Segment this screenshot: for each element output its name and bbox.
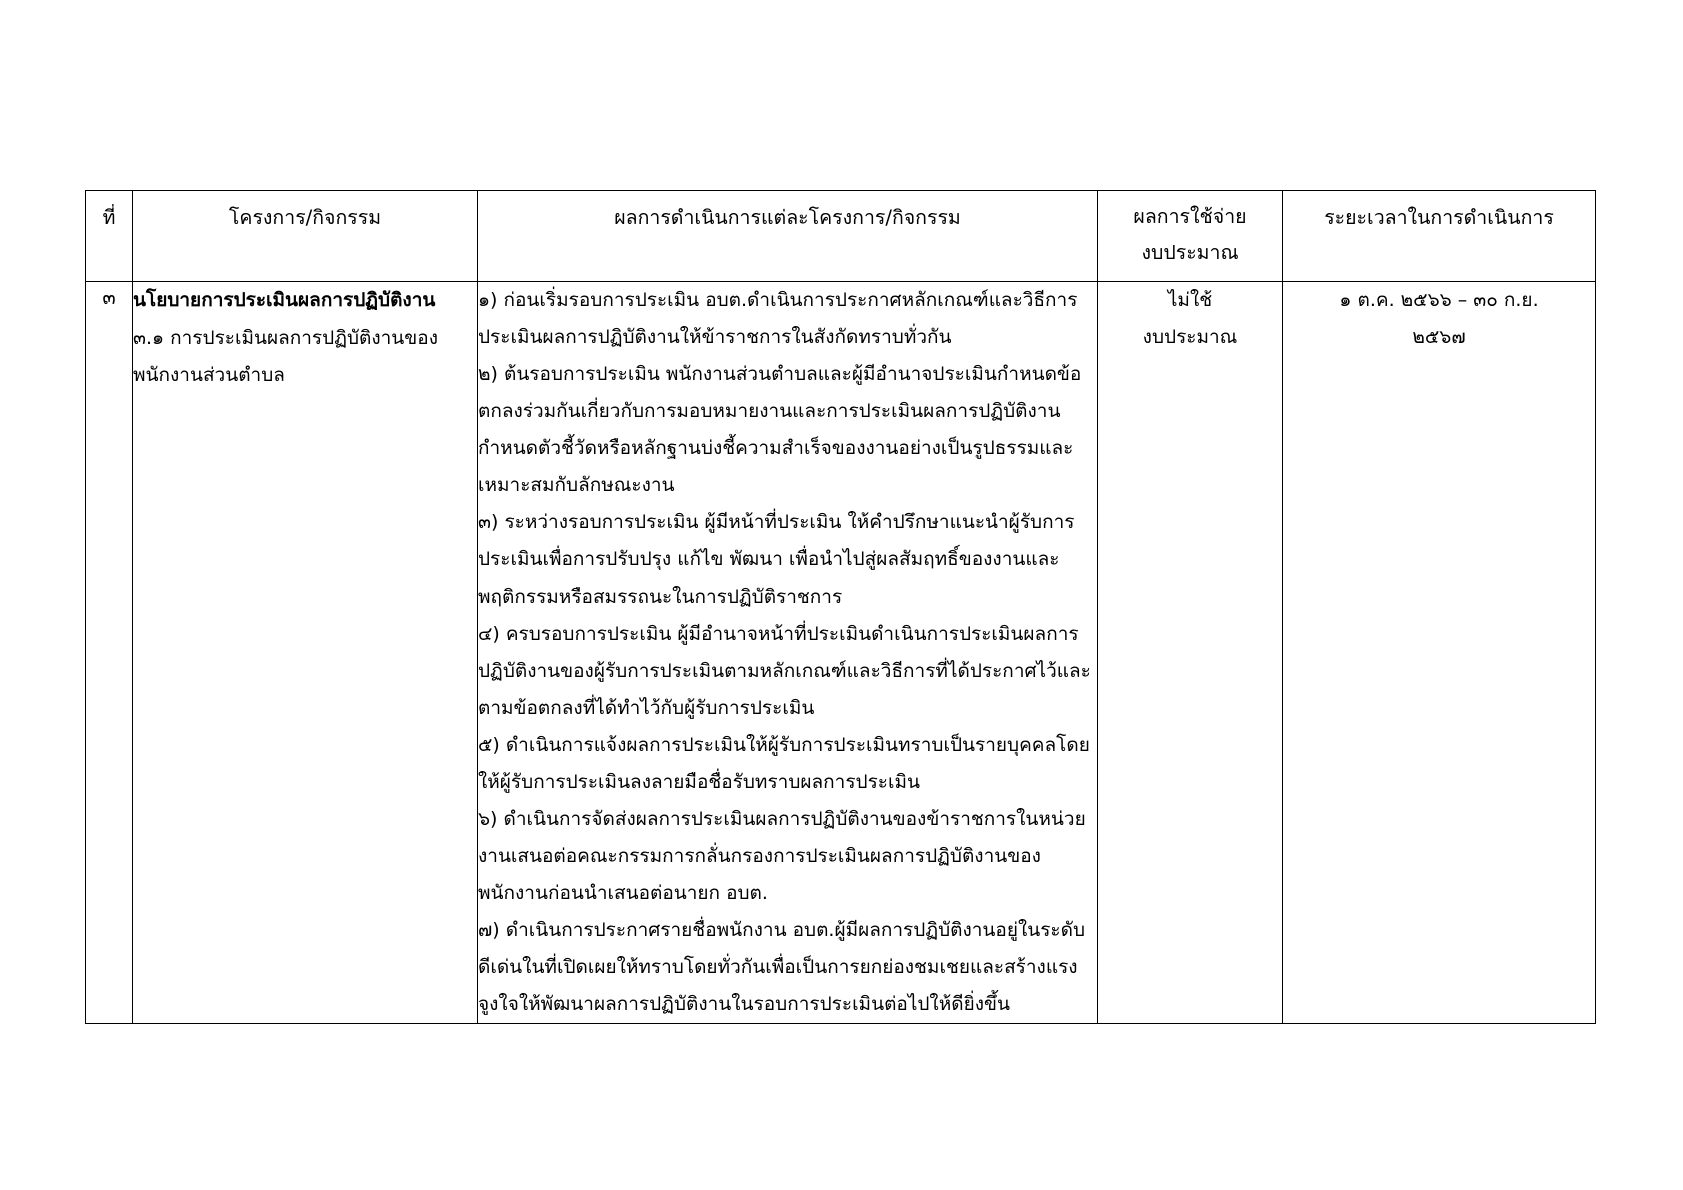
result-item: ๔) ครบรอบการประเมิน ผู้มีอำนาจหน้าที่ประเมินดำเนินการประเมินผลการปฏิบัติงานของผู้รับการประเมินตามหลักเกณฑ์และวิธีการที่ได้ประกาศไว้และตามข้อตกลงที่ได้ทำไว้กับผู้รับการประเมิน [478,622,1091,719]
budget-line2: งบประมาณ [1142,326,1238,349]
period-line2: ๒๕๖๗ [1412,326,1466,349]
row-period [1283,282,1596,1024]
result-item: ๗) ดำเนินการประกาศรายชื่อพนักงาน อบต.ผู้มีผลการปฏิบัติงานอยู่ในระดับดีเด่นในที่เปิดเผยให้ทราบโดยทั่วกันเพื่อเป็นการยกย่องชมเชยและสร้างแรงจูงใจให้พัฒนาผลการปฏิบัติงานในรอบการประเมินต่อไปให้ดียิ่งขึ้น [478,918,1086,1016]
project-subtitle: ๓.๑ การประเมินผลการปฏิบัติงานของพนักงานส่วนตำบล [133,327,438,387]
column-header-budget [1098,191,1283,282]
performance-evaluation-table [85,190,1596,1024]
row-number: ๓ [86,282,133,1024]
table-header-row [86,191,1596,282]
column-header-budget-line1: ผลการใช้จ่าย [1133,205,1247,228]
result-item: ๓) ระหว่างรอบการประเมิน ผู้มีหน้าที่ประเมิน ให้คำปรึกษาแนะนำผู้รับการประเมินเพื่อการปรับปรุง แก้ไข พัฒนา เพื่อนำไปสู่ผลสัมฤทธิ์ของงานและพฤติกรรมหรือสมรรถนะในการปฏิบัติราชการ [478,511,1075,608]
column-header-no: ที่ [86,191,133,282]
result-item: ๒) ต้นรอบการประเมิน พนักงานส่วนตำบลและผู้มีอำนาจประเมินกำหนดข้อตกลงร่วมกันเกี่ยวกับการมอบหมายงานและการประเมินผลการปฏิบัติงาน กำหนดตัวชี้วัดหรือหลักฐานบ่งชี้ความสำเร็จของงานอย่างเป็นรูปธรรมและเหมาะสมกับลักษณะงาน [478,363,1082,497]
column-header-project: โครงการ/กิจกรรม [133,191,478,282]
budget-line1: ไม่ใช้ [1167,289,1213,312]
result-item: ๑) ก่อนเริ่มรอบการประเมิน อบต.ดำเนินการประกาศหลักเกณฑ์และวิธีการประเมินผลการปฏิบัติงานให้ข้าราชการในสังกัดทราบทั่วกัน [478,289,1078,349]
result-item: ๕) ดำเนินการแจ้งผลการประเมินให้ผู้รับการประเมินทราบเป็นรายบุคคลโดยให้ผู้รับการประเมินลงลายมือชื่อรับทราบผลการประเมิน [478,733,1090,793]
column-header-budget-line2: งบประมาณ [1141,241,1239,265]
row-result [478,282,1098,1024]
result-item: ๖) ดำเนินการจัดส่งผลการประเมินผลการปฏิบัติงานของข้าราชการในหน่วยงานเสนอต่อคณะกรรมการกลั่นกรองการประเมินผลการปฏิบัติงานของพนักงานก่อนนำเสนอต่อนายก อบต. [478,807,1086,904]
table-row [86,282,1596,1024]
column-header-result: ผลการดำเนินการแต่ละโครงการ/กิจกรรม [478,191,1098,282]
project-title: นโยบายการประเมินผลการปฏิบัติงาน [133,289,436,312]
period-line1: ๑ ต.ค. ๒๕๖๖ – ๓๐ ก.ย. [1339,289,1539,312]
row-project [133,282,478,1024]
row-budget [1098,282,1283,1024]
column-header-period: ระยะเวลาในการดำเนินการ [1283,191,1596,282]
